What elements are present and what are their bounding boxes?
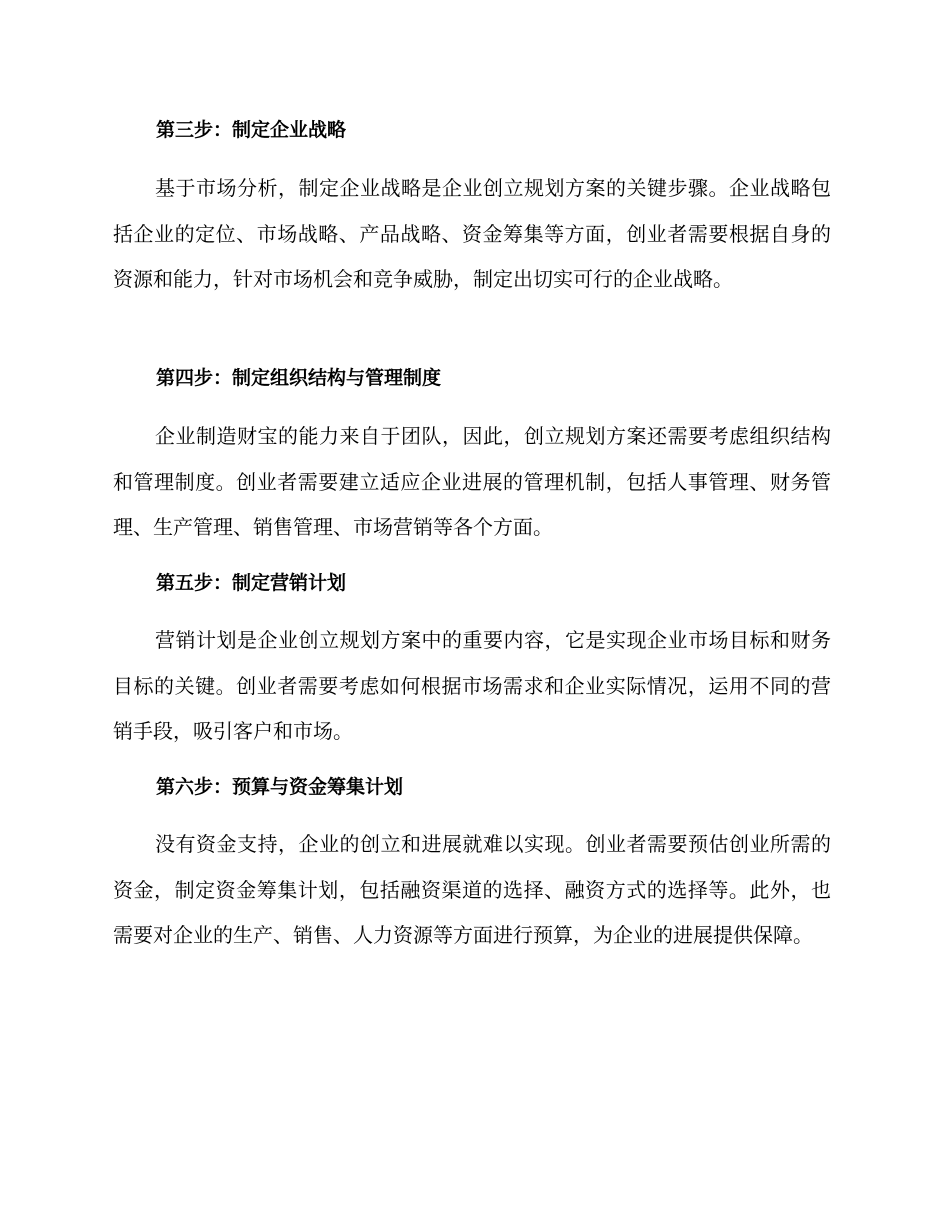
section-heading-step-4: 第四步：制定组织结构与管理制度: [156, 367, 442, 389]
section-paragraph-step-5: 营销计划是企业创立规划方案中的重要内容，它是实现企业市场目标和财务目标的关键。创业者需要考虑如何根据市场需求和企业实际情况，运用不同的营销手段，吸引客户和市场。: [113, 628, 831, 743]
section-heading-step-3: 第三步：制定企业战略: [156, 119, 347, 141]
section-paragraph-step-6: 没有资金支持，企业的创立和进展就难以实现。创业者需要预估创业所需的资金，制定资金筹集计划，包括融资渠道的选择、融资方式的选择等。此外，也需要对企业的生产、销售、人力资源等方面进行预算，为企业的进展提供保障。: [113, 832, 831, 947]
section-heading-step-6: 第六步：预算与资金筹集计划: [156, 776, 404, 798]
section-paragraph-step-4: 企业制造财宝的能力来自于团队，因此，创立规划方案还需要考虑组织结构和管理制度。创业者需要建立适应企业进展的管理机制，包括人事管理、财务管理、生产管理、销售管理、市场营销等各个方面。: [113, 424, 831, 539]
section-paragraph-step-3: 基于市场分析，制定企业战略是企业创立规划方案的关键步骤。企业战略包括企业的定位、市场战略、产品战略、资金筹集等方面，创业者需要根据自身的资源和能力，针对市场机会和竞争威胁，制定出切实可行的企业战略。: [113, 176, 831, 291]
section-heading-step-5: 第五步：制定营销计划: [156, 572, 347, 594]
